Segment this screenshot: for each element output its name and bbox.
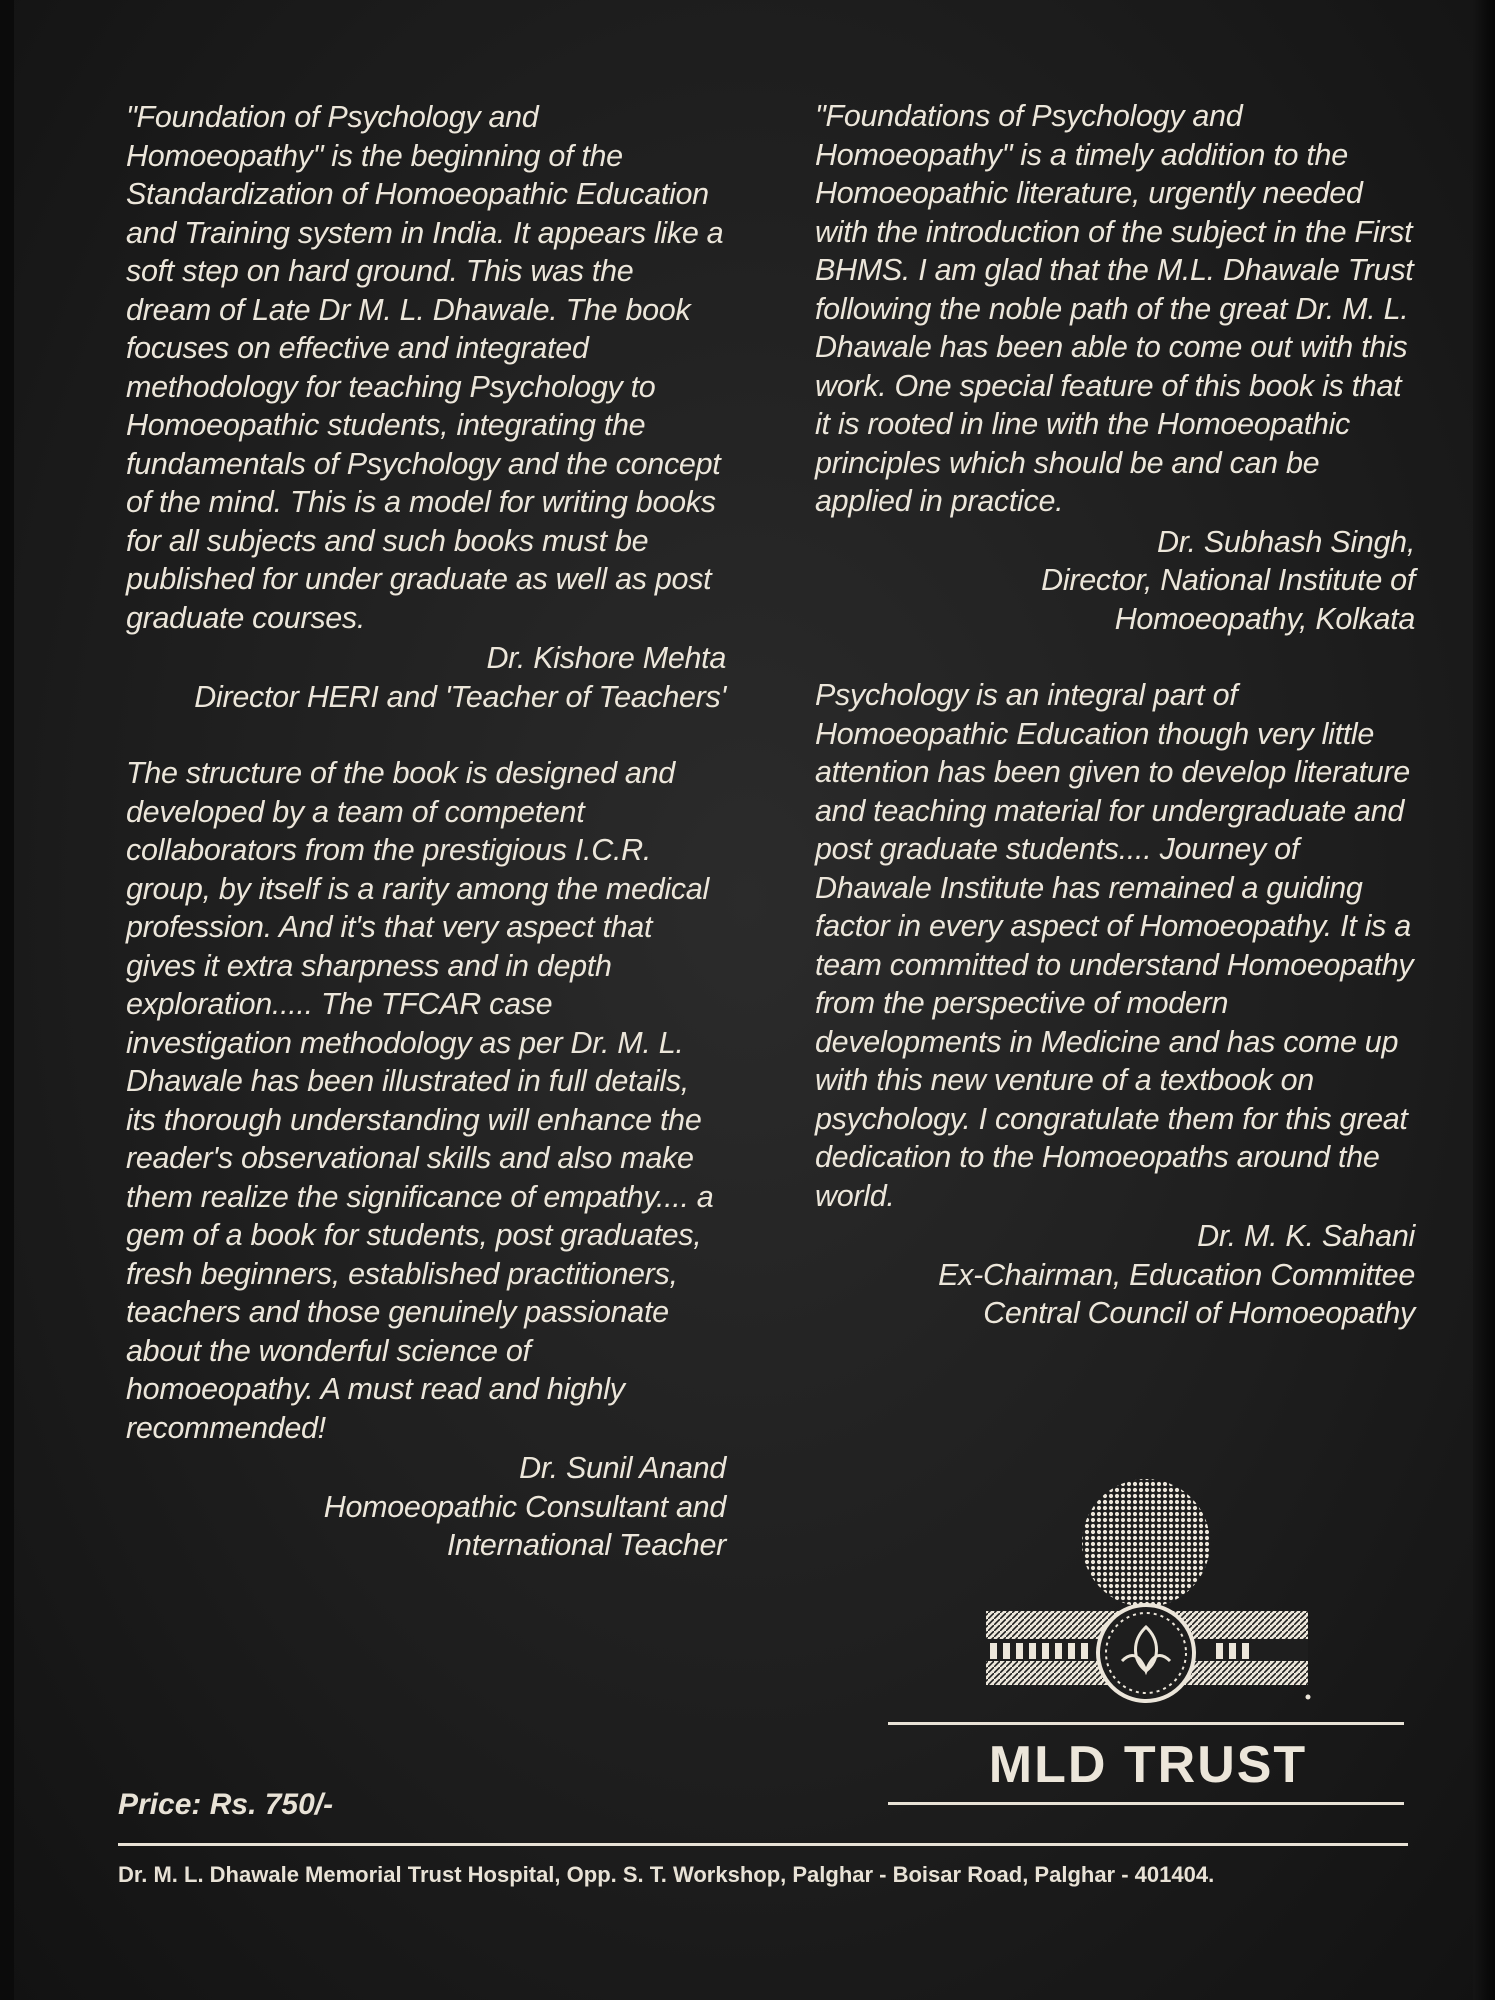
mld-trust-emblem-icon — [982, 1475, 1312, 1725]
review-subhash-singh — [815, 97, 1415, 638]
review-author-title: Homoeopathic Consultant and — [323, 1489, 726, 1524]
review-author-title: Ex-Chairman, Education Committee — [938, 1257, 1415, 1292]
review-attribution — [815, 523, 1415, 639]
review-author-title: Central Council of Homoeopathy — [983, 1296, 1415, 1330]
review-text: "Foundations of Psychology and Homoeopathy" is a timely addition to the Homoeopathic literature, urgently needed with the introduction of the subject in the First BHMS. I am glad that the M.L. Dhawale Trust following the noble path of the great Dr. M. L. Dhawale has been able to come out with this work. One special feature of this book is that it is rooted in line with the Homoeopathic principles which should be and can be applied in practice. — [815, 99, 1414, 518]
mld-trust-wordmark: MLD TRUST — [988, 1736, 1308, 1794]
review-author-title: International Teacher — [446, 1528, 726, 1562]
review-text: Psychology is an integral part of Homoeopathic Education though very little attention has been given to develop literature and teaching material for undergraduate and post graduate students.... Journey of Dhawale Institute has remained a guiding factor in every aspect of Homoeopathy. It is a team committed to understand Homoeopathy from the perspective of modern developments in Medicine and has come up with this new venture of a textbook on psychology. I congratulate them for this great dedication to the Homoeopaths around the world. — [815, 678, 1414, 1213]
review-sunil-anand — [126, 754, 726, 1565]
review-mk-sahani — [815, 676, 1415, 1333]
review-author: Dr. Kishore Mehta — [486, 641, 726, 675]
review-attribution — [126, 1449, 726, 1565]
review-author: Dr. Sunil Anand — [519, 1451, 726, 1485]
footer-rule — [118, 1843, 1408, 1846]
review-attribution — [815, 1217, 1415, 1333]
review-attribution — [126, 639, 726, 716]
review-author-title: Director HERI and 'Teacher of Teachers' — [194, 679, 726, 714]
cover-left-edge — [0, 0, 14, 2000]
review-author: Dr. M. K. Sahani — [1197, 1219, 1415, 1253]
review-text: "Foundation of Psychology and Homoeopathy" is the beginning of the Standardization of Homoeopathic Education and Training system in India. It appears like a soft step on hard ground. This was the dream of Late Dr M. L. Dhawale. The book focuses on effective and integrated methodology for teaching Psychology to Homoeopathic students, integrating the fundamentals of Psychology and the concept of the mind. This is a model for writing books for all subjects and such books must be published for under graduate as well as post graduate courses. — [126, 100, 724, 635]
review-author-title: Director, National Institute of — [1041, 563, 1415, 597]
logo-top-rule — [888, 1722, 1404, 1725]
review-author: Dr. Subhash Singh, — [1157, 524, 1415, 559]
review-author-title: Homoeopathy, Kolkata — [1114, 601, 1415, 636]
review-text: The structure of the book is designed and developed by a team of competent collaborators from the prestigious I.C.R. group, by itself is a rarity among the medical profession. And it's that very aspect that gives it extra sharpness and in depth exploration..... The TFCAR case investigation methodology as per Dr. M. L. Dhawale has been illustrated in full details, its thorough understanding will enhance the reader's observational skills and also make them realize the significance of empathy.... a gem of a book for students, post graduates, fresh beginners, established practitioners, teachers and those genuinely passionate about the wonderful science of homoeopathy. A must read and highly recommended! — [126, 756, 714, 1445]
review-kishore-mehta — [126, 98, 726, 716]
left-column — [126, 98, 726, 1565]
logo-bottom-rule — [888, 1802, 1404, 1805]
right-column — [815, 97, 1415, 1333]
footer-address: Dr. M. L. Dhawale Memorial Trust Hospital, Opp. S. T. Workshop, Palghar - Boisar Road, Palghar - 401404. — [118, 1862, 1215, 1887]
cover-right-edge — [1473, 0, 1495, 2000]
price-label: Price: Rs. 750/- — [118, 1788, 334, 1821]
